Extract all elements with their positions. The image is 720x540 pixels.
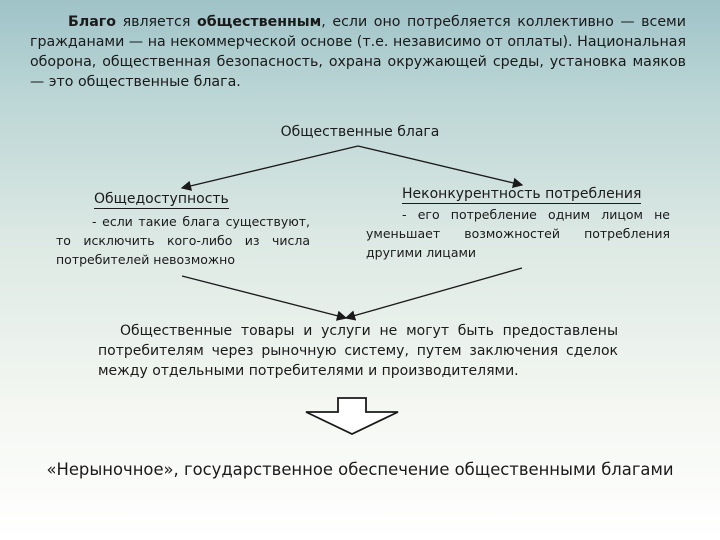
left-box-title: Общедоступность [94, 191, 229, 207]
connector-right-bottom [346, 268, 522, 318]
intro-emphasis: общественным [197, 14, 322, 30]
intro-part2: , если оно потребляется коллективно — всеми гражданами — на некоммерческой основе (т.е. независимо от оплаты). Национальная оборона, общественная безопасность, охрана окружающей среды, установка маяков — это общественные блага. [30, 14, 686, 90]
final-statement: «Нерыночное», государственное обеспечение общественными благами [46, 460, 674, 479]
diagram-root-title: Общественные блага [280, 124, 440, 140]
conclusion-paragraph [98, 321, 618, 381]
connector-left-bottom [182, 276, 346, 318]
left-box [56, 191, 310, 269]
intro-term: Благо [68, 14, 116, 30]
left-box-title-wrap [94, 191, 310, 207]
conclusion-text: Общественные товары и услуги не могут быть предоставлены потребителям через рыночную систему, путем заключения сделок между отдельными потребителями и производителями. [98, 323, 618, 379]
connector-root-left [182, 146, 358, 188]
right-box [366, 186, 670, 262]
right-box-text: - его потребление одним лицом не уменьшает возможностей потребления другими лицами [366, 207, 670, 260]
right-box-title: Неконкурентность потребления [402, 186, 642, 202]
right-box-title-wrap [402, 186, 670, 202]
down-arrow-icon [306, 398, 398, 434]
left-box-text: - если такие блага существуют, то исключить кого-либо из числа потребителей невозможно [56, 214, 310, 267]
connector-root-right [358, 146, 522, 185]
intro-part1: является [115, 14, 197, 30]
